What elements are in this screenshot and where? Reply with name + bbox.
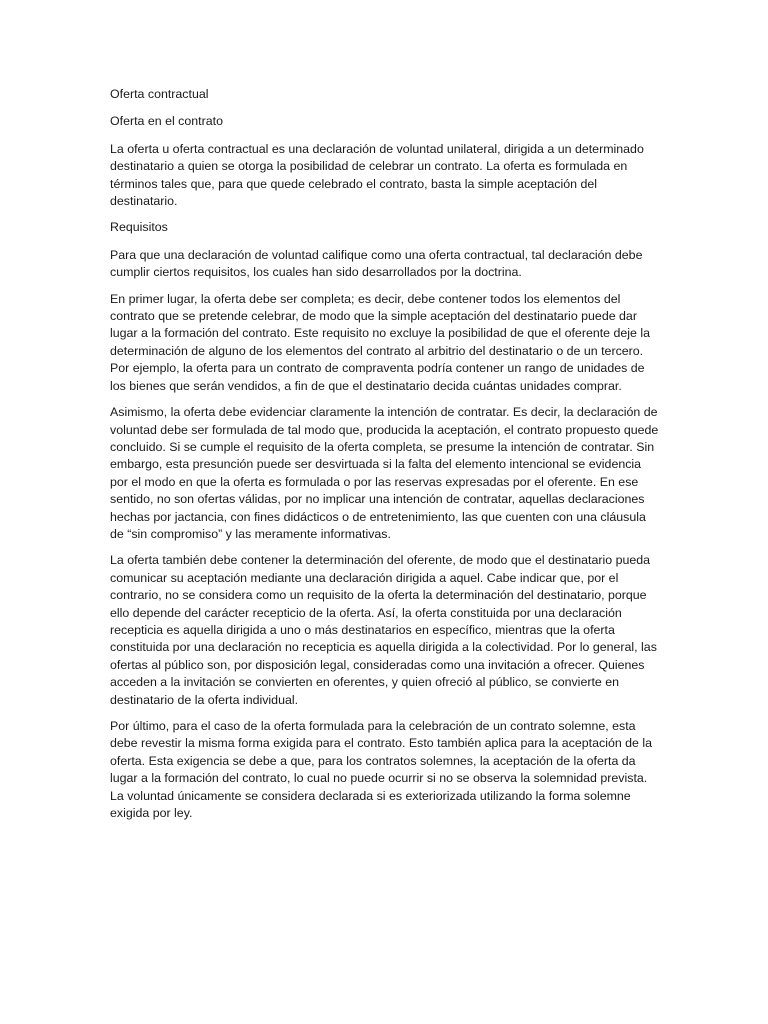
document-title: Oferta contractual	[110, 87, 209, 101]
paragraph: La oferta también debe contener la determinación del oferente, de modo que el destinatario pueda comunicar su aceptación mediante una declaración dirigida a aquel. Cabe indicar que, por el contrario, no se considera como un requisito de la oferta la determinación del destinatario, porque ello depende del carácter recepticio de la oferta. Así, la oferta constituida por una declaración recepticia es aquella dirigida a uno o más destinatarios en específico, mientras que la oferta constituida por una declaración no recepticia es aquella dirigida a la colectividad. Por lo general, las ofertas al público son, por disposición legal, consideradas como una invitación a ofrecer. Quienes acceden a la invitación se convierten en oferentes, y quien ofreció al público, se convierte en destinatario de la oferta individual.	[110, 553, 657, 707]
intro-paragraph: La oferta u oferta contractual es una declaración de voluntad unilateral, dirigida a un determinado destinatario a quien se otorga la posibilidad de celebrar un contrato. La oferta es formulada en términos tales que, para que quede celebrado el contrato, basta la simple aceptación del destinatario.	[110, 141, 644, 209]
paragraph: Para que una declaración de voluntad califique como una oferta contractual, tal declaración debe cumplir ciertos requisitos, los cuales han sido desarrollados por la doctrina.	[110, 247, 643, 280]
section-heading: Requisitos	[110, 220, 168, 235]
paragraph: Asimismo, la oferta debe evidenciar claramente la intención de contratar. Es decir, la declaración de voluntad debe ser formulada de tal modo que, producida la aceptación, el contrato propuesto quede concluido. Si se cumple el requisito de la oferta completa, se presume la intención de contratar. Sin embargo, esta presunción puede ser desvirtuada si la falta del elemento intencional se evidencia por el modo en que la oferta es formulada o por las reservas expresadas por el oferente. En ese sentido, no son ofertas válidas, por no implicar una intención de contratar, aquellas declaraciones hechas por jactancia, con fines didácticos o de entretenimiento, las que cuenten con una cláusula de “sin compromiso” y las meramente informativas.	[110, 405, 659, 541]
document-body	[110, 86, 662, 831]
document-subtitle: Oferta en el contrato	[110, 114, 223, 129]
paragraph: En primer lugar, la oferta debe ser completa; es decir, debe contener todos los elementos del contrato que se pretende celebrar, de modo que la simple aceptación del destinatario puede dar lugar a la formación del contrato. Este requisito no excluye la posibilidad de que el oferente deje la determinación de alguno de los elementos del contrato al arbitrio del destinatario o de un tercero. Por ejemplo, la oferta para un contrato de compraventa podría contener un rango de unidades de los bienes que serán vendidos, a fin de que el destinatario decida cuántas unidades comprar.	[110, 291, 651, 393]
paragraph: Por último, para el caso de la oferta formulada para la celebración de un contrato solemne, esta debe revestir la misma forma exigida para el contrato. Esto también aplica para la aceptación de la oferta. Esta exigencia se debe a que, para los contratos solemnes, la aceptación de la oferta da lugar a la formación del contrato, lo cual no puede ocurrir si no se observa la solemnidad prevista. La voluntad únicamente se considera declarada si es exteriorizada utilizando la forma solemne exigida por ley.	[110, 719, 653, 821]
